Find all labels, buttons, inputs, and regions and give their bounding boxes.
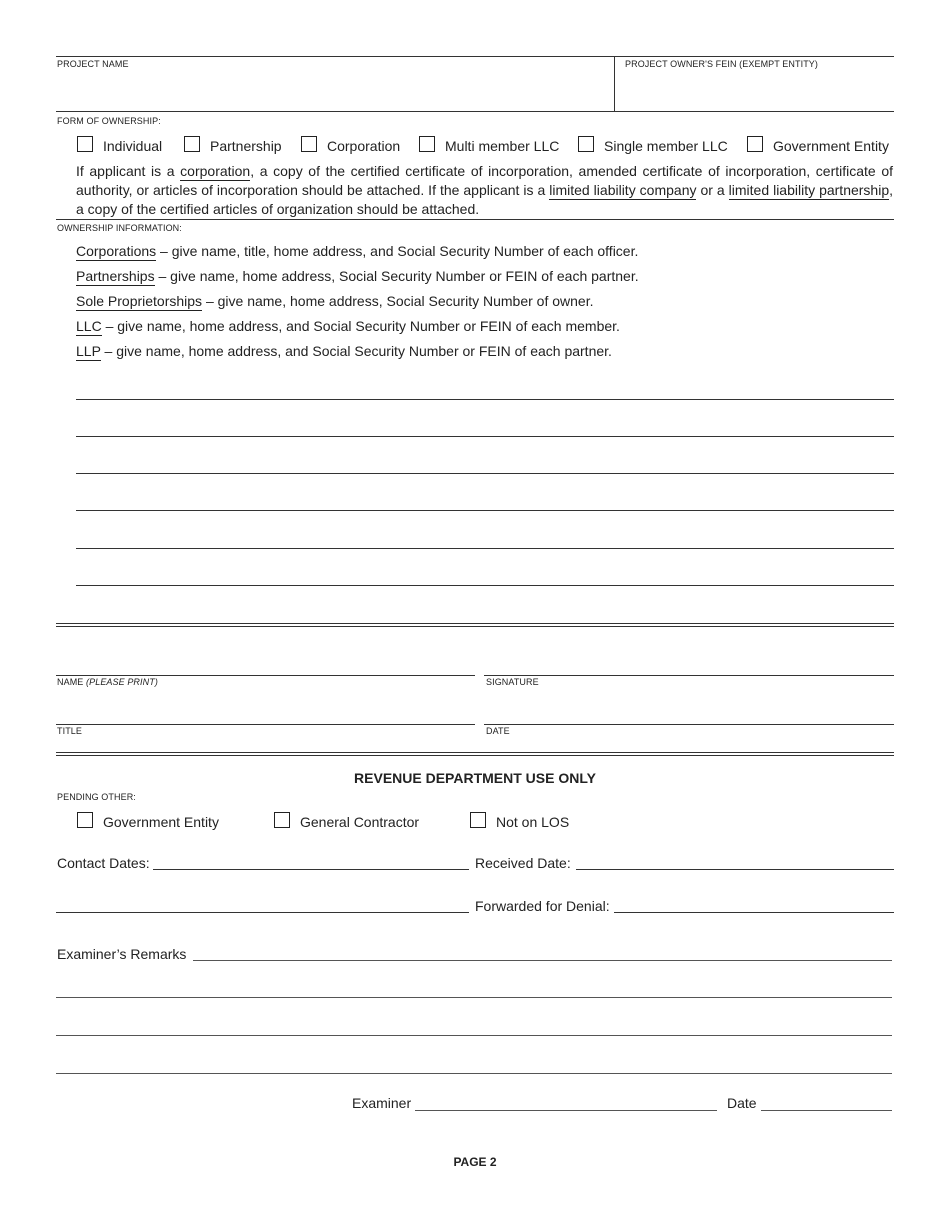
option-corporation[interactable] [301, 136, 400, 154]
option-partnership[interactable] [184, 136, 282, 154]
term-llp: limited liability partnership [728, 182, 890, 198]
ownership-information-label: OWNERSHIP INFORMATION: [57, 223, 182, 233]
writing-line [76, 510, 894, 511]
remarks-line [56, 1035, 892, 1036]
incorporation-instructions [76, 162, 893, 219]
date-label: DATE [486, 726, 510, 736]
pending-general-contractor[interactable] [274, 812, 419, 830]
fein-label: PROJECT OWNER'S FEIN (EXEMPT ENTITY) [625, 59, 818, 69]
checkbox-individual[interactable] [77, 136, 93, 152]
option-label: Government Entity [103, 814, 219, 830]
received-date-input[interactable] [578, 852, 892, 870]
option-label: General Contractor [300, 814, 420, 830]
ownership-line-5[interactable] [76, 525, 894, 547]
ownership-line-2[interactable] [76, 413, 894, 435]
received-date-label: Received Date: [475, 855, 571, 871]
option-single-member-llc[interactable] [578, 136, 728, 154]
title-input[interactable] [58, 701, 472, 723]
contact-dates-input-2[interactable] [58, 895, 467, 913]
writing-line [76, 473, 894, 474]
name-hint: (PLEASE PRINT) [86, 677, 158, 687]
option-label: Partnership [210, 138, 282, 154]
header-divider [614, 56, 615, 111]
instruction-text: If applicant is a [76, 163, 181, 179]
instructions-bottom-rule [56, 219, 894, 220]
remarks-input-4[interactable] [58, 1055, 890, 1073]
remarks-line [56, 997, 892, 998]
remarks-line [193, 960, 892, 961]
name-input[interactable] [58, 652, 472, 674]
contact-dates-input[interactable] [155, 852, 467, 870]
forwarded-line [614, 912, 894, 913]
top-rule [56, 56, 894, 57]
name-label [57, 677, 158, 687]
info-text: – give name, title, home address, and Social Security Number of each officer. [156, 243, 639, 259]
option-individual[interactable] [77, 136, 162, 154]
forwarded-for-denial-input[interactable] [616, 895, 892, 913]
contact-dates-line [153, 869, 469, 870]
title-label: TITLE [57, 726, 83, 736]
double-rule [56, 626, 894, 627]
checkbox-government-entity[interactable] [747, 136, 763, 152]
info-term: Corporations [76, 243, 157, 259]
contact-dates-line-2 [56, 912, 469, 913]
option-label: Single member LLC [604, 138, 728, 154]
info-partnerships [76, 268, 639, 284]
remarks-input-1[interactable] [195, 942, 890, 960]
examiner-date-input[interactable] [763, 1092, 890, 1110]
signature-label: SIGNATURE [486, 677, 539, 687]
form-of-ownership-label: FORM OF OWNERSHIP: [57, 116, 161, 126]
info-llc [76, 318, 620, 334]
checkbox-partnership[interactable] [184, 136, 200, 152]
double-rule [56, 755, 894, 756]
pending-other-label: PENDING OTHER: [57, 792, 136, 802]
revenue-heading: REVENUE DEPARTMENT USE ONLY [354, 770, 596, 786]
name-line [56, 675, 475, 676]
examiner-date-label: Date [727, 1095, 757, 1111]
ownership-line-1[interactable] [76, 376, 894, 398]
name-label-text: NAME [57, 677, 84, 687]
checkbox-pending-not-on-los[interactable] [470, 812, 486, 828]
info-corporations [76, 243, 638, 259]
info-term: LLC [76, 318, 102, 334]
checkbox-pending-general-contractor[interactable] [274, 812, 290, 828]
writing-line [76, 436, 894, 437]
examiner-line [415, 1110, 717, 1111]
contact-dates-label: Contact Dates: [57, 855, 150, 871]
info-text: – give name, home address, Social Security Number or FEIN of each partner. [154, 268, 639, 284]
ownership-line-4[interactable] [76, 487, 894, 509]
project-name-label: PROJECT NAME [57, 59, 129, 69]
info-text: – give name, home address, and Social Security Number or FEIN of each partner. [100, 343, 612, 359]
instruction-text: or a [696, 182, 729, 198]
checkbox-pending-government-entity[interactable] [77, 812, 93, 828]
info-term: Partnerships [76, 268, 155, 284]
option-label: Corporation [327, 138, 401, 154]
info-term: Sole Proprietorships [76, 293, 203, 309]
double-rule [56, 752, 894, 753]
date-input[interactable] [486, 701, 892, 723]
remarks-input-2[interactable] [58, 979, 890, 997]
option-label: Individual [103, 138, 163, 154]
option-multi-member-llc[interactable] [419, 136, 559, 154]
signature-line [484, 675, 894, 676]
examiner-date-line [761, 1110, 892, 1111]
signature-input[interactable] [486, 652, 892, 674]
writing-line [76, 548, 894, 549]
instruction-text: , a copy of the certified certificate of incorporation, amended certificate of incorporation, certificate of authority, or articles of incorporation should be attached. If the applicant is a [76, 163, 893, 198]
header-bottom-rule [56, 111, 894, 112]
info-sole-proprietorships [76, 293, 593, 309]
checkbox-multi-member-llc[interactable] [419, 136, 435, 152]
pending-not-on-los[interactable] [470, 812, 569, 830]
project-name-input[interactable] [58, 80, 608, 104]
checkbox-single-member-llc[interactable] [578, 136, 594, 152]
received-date-line [576, 869, 894, 870]
term-corporation: corporation [180, 163, 251, 179]
writing-line [76, 399, 894, 400]
ownership-line-3[interactable] [76, 450, 894, 472]
title-line [56, 724, 475, 725]
pending-government-entity[interactable] [77, 812, 219, 830]
option-government-entity[interactable] [747, 136, 889, 154]
info-text: – give name, home address, and Social Security Number or FEIN of each member. [101, 318, 620, 334]
forwarded-for-denial-label: Forwarded for Denial: [475, 898, 610, 914]
examiners-remarks-label: Examiner’s Remarks [57, 946, 187, 962]
remarks-input-3[interactable] [58, 1017, 890, 1035]
option-label: Multi member LLC [445, 138, 560, 154]
info-term: LLP [76, 343, 101, 359]
examiner-label: Examiner [352, 1095, 412, 1111]
double-rule [56, 623, 894, 624]
date-line [484, 724, 894, 725]
term-llc: limited liability company [549, 182, 697, 198]
option-label: Not on LOS [496, 814, 570, 830]
remarks-line [56, 1073, 892, 1074]
ownership-line-6[interactable] [76, 562, 894, 584]
fein-input[interactable] [626, 80, 890, 104]
option-label: Government Entity [773, 138, 889, 154]
checkbox-corporation[interactable] [301, 136, 317, 152]
writing-line [76, 585, 894, 586]
info-llp [76, 343, 612, 359]
instruction-text: , a copy of the certified articles of organization should be attached. [76, 182, 894, 217]
examiner-input[interactable] [417, 1092, 715, 1110]
info-text: – give name, home address, Social Security Number of owner. [202, 293, 594, 309]
page-number: PAGE 2 [453, 1155, 497, 1169]
